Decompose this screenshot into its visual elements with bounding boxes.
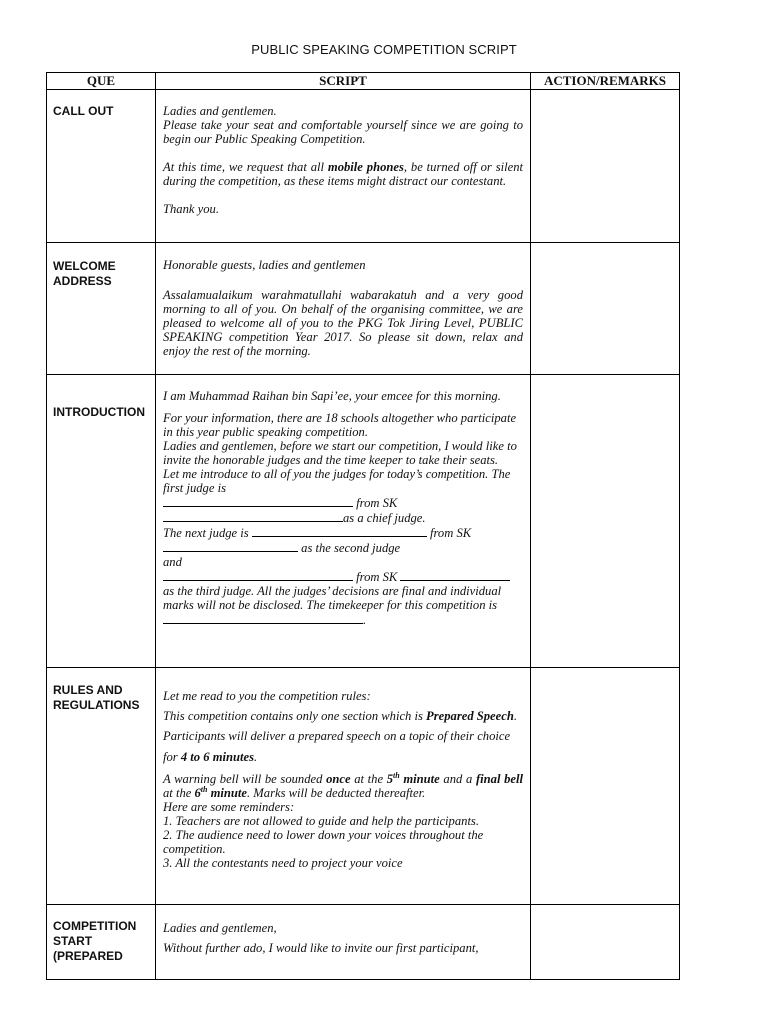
script-text — [156, 668, 530, 870]
text-span: from SK — [426, 526, 472, 540]
text-span: from SK — [353, 570, 401, 584]
script-cell — [156, 243, 531, 375]
emphasis-text: minute — [207, 786, 247, 800]
script-line — [163, 510, 523, 525]
script-line — [163, 540, 523, 555]
script-line: Please take your seat and comfortable yourself since we are going to begin our Public Speaking Competition. — [163, 118, 523, 146]
script-line: Without further ado, I would like to invite our first participant, — [163, 941, 479, 955]
script-text — [156, 375, 530, 627]
que-cell — [47, 90, 156, 243]
text-span: and a — [439, 772, 476, 786]
script-line: Thank you. — [163, 202, 219, 216]
text-span: . — [363, 613, 367, 627]
que-label — [47, 243, 155, 289]
que-label: CALL OUT — [53, 104, 114, 118]
blank-line — [400, 569, 510, 581]
que-cell — [47, 905, 156, 980]
script-cell — [156, 905, 531, 980]
table-row — [47, 90, 680, 243]
script-line: Let me introduce to all of you the judges for today’s competition. The first judge is — [163, 467, 511, 495]
script-line: Ladies and gentlemen, before we start our competition, I would like to invite the honorable judges and the time keeper to take their seats. — [163, 439, 517, 467]
que-label-line: COMPETITION — [53, 919, 137, 933]
script-line: 3. All the contestants need to project your voice — [163, 856, 403, 870]
script-text — [156, 90, 530, 216]
text-span: as a chief judge. — [343, 511, 426, 525]
script-cell — [156, 375, 531, 668]
emphasis-text: final bell — [475, 772, 523, 786]
script-line: 1. Teachers are not allowed to guide and help the participants. — [163, 814, 479, 828]
action-cell — [531, 90, 680, 243]
emphasis-text: once — [326, 772, 351, 786]
blank-line — [163, 510, 343, 522]
emphasis-text: 4 to 6 minutes — [180, 750, 254, 764]
script-line: 2. The audience need to lower down your voices throughout the competition. — [163, 828, 484, 856]
que-cell — [47, 375, 156, 668]
header-action: ACTION/REMARKS — [531, 73, 680, 90]
script-line — [163, 772, 523, 800]
header-script: SCRIPT — [156, 73, 531, 90]
text-span: from SK — [353, 496, 398, 510]
emphasis-text: 5 — [386, 772, 394, 786]
script-line: Honorable guests, ladies and gentlemen — [163, 258, 366, 272]
table-row — [47, 905, 680, 980]
action-cell — [531, 375, 680, 668]
que-label-line: REGULATIONS — [53, 698, 140, 712]
que-label — [47, 668, 155, 713]
script-line — [163, 706, 523, 726]
text-span: The next judge is — [163, 526, 252, 540]
superscript: th — [393, 770, 400, 780]
script-line: Let me read to you the competition rules: — [163, 689, 371, 703]
que-label-line: WELCOME — [53, 259, 116, 273]
emphasis-text: minute — [399, 772, 440, 786]
que-label-line: START — [53, 934, 93, 948]
que-cell — [47, 668, 156, 905]
script-line — [163, 160, 523, 188]
text-span: At this time, we request that all — [163, 160, 328, 174]
text-span: A warning bell will be sounded — [163, 772, 327, 786]
text-span: . Marks will be deducted thereafter. — [247, 786, 426, 800]
script-line: Ladies and gentlemen. — [163, 104, 277, 118]
que-label — [47, 905, 155, 964]
que-label-line: (PREPARED — [53, 949, 123, 963]
action-cell — [531, 243, 680, 375]
que-label: INTRODUCTION — [53, 405, 145, 419]
blank-line — [252, 525, 427, 537]
script-line — [163, 569, 523, 584]
action-cell — [531, 905, 680, 980]
script-line — [163, 726, 523, 768]
action-cell — [531, 668, 680, 905]
blank-line — [163, 569, 353, 581]
blank-line — [163, 495, 353, 507]
text-span: . — [513, 709, 517, 723]
table-header-row — [47, 73, 680, 90]
text-span: , be turned off or silent during the competition, as these items might distract our contestant. — [163, 160, 523, 188]
table-row — [47, 668, 680, 905]
text-span: . — [254, 750, 258, 764]
text-span: at the — [350, 772, 387, 786]
script-line: Ladies and gentlemen, — [163, 921, 277, 935]
que-cell — [47, 243, 156, 375]
blank-line — [163, 540, 298, 552]
text-span: as the third judge. All the judges’ decisions are final and individual marks will not be disclosed. The timekeeper for this competition is — [163, 584, 502, 612]
script-line: Assalamualaikum warahmatullahi wabarakatuh and a very good morning to all of you. On behalf of the organising committee, we are pleased to welcome all of you to the PKG Tok Jiring Level, PUBLIC SPEAKING competition Year 2017. So please sit down, relax and enjoy the rest of the morning. — [163, 288, 523, 358]
header-que: QUE — [47, 73, 156, 90]
document-title: PUBLIC SPEAKING COMPETITION SCRIPT — [251, 42, 517, 57]
script-line: For your information, there are 18 schools altogether who participate in this year public speaking competition. — [163, 411, 517, 439]
script-line: I am Muhammad Raihan bin Sapi’ee, your emcee for this morning. — [163, 389, 501, 403]
script-line — [163, 525, 523, 540]
blank-line — [163, 612, 363, 624]
text-span: Participants will deliver a prepared speech on a topic of their choice for — [163, 729, 511, 764]
text-span: This competition contains only one section which is — [163, 709, 427, 723]
script-line — [163, 584, 523, 627]
script-text — [156, 905, 530, 959]
table-row — [47, 243, 680, 375]
table-row — [47, 375, 680, 668]
script-table — [46, 72, 680, 980]
text-span: at the — [163, 786, 195, 800]
script-line: Here are some reminders: — [163, 800, 295, 814]
emphasis-text: mobile phones — [327, 160, 404, 174]
script-cell — [156, 668, 531, 905]
emphasis-text: Prepared Speech — [426, 709, 514, 723]
script-cell — [156, 90, 531, 243]
superscript: th — [200, 784, 208, 794]
text-span: as the second judge — [298, 541, 401, 555]
script-text — [156, 243, 530, 358]
script-line: and — [163, 555, 182, 569]
que-label-line: ADDRESS — [53, 274, 112, 288]
emphasis-text: 6 — [194, 786, 201, 800]
script-line — [163, 495, 523, 510]
que-label-line: RULES AND — [53, 683, 123, 697]
